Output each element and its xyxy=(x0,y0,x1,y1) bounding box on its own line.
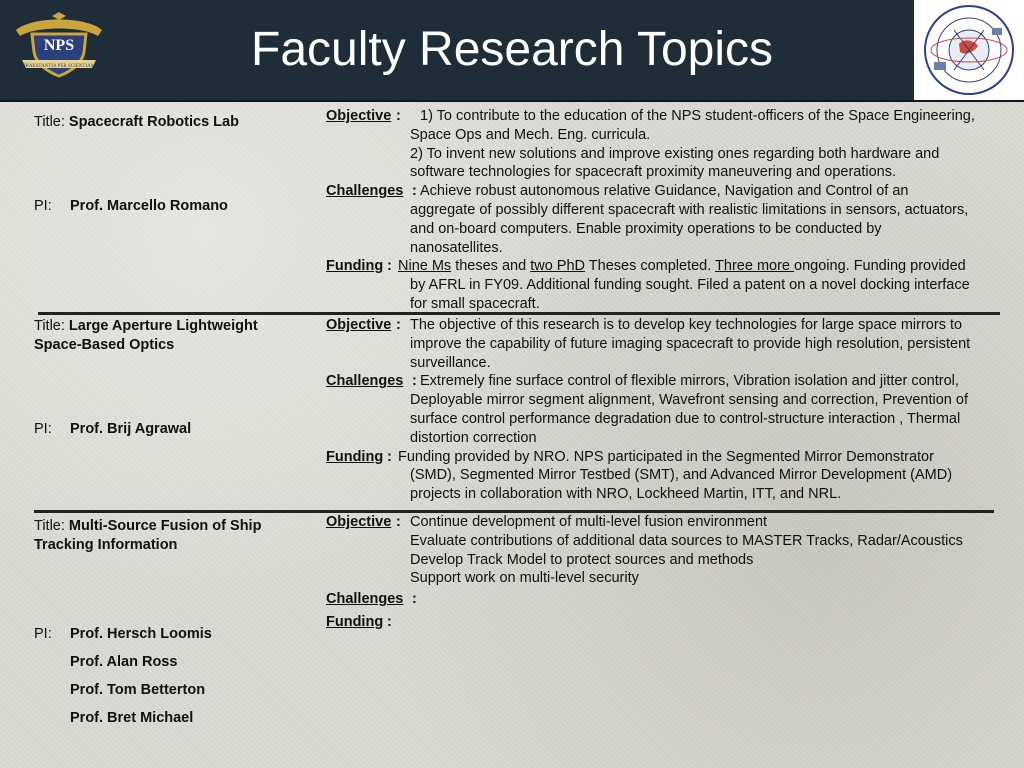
funding-section: Funding : xyxy=(326,613,392,630)
title-label: Title: xyxy=(34,318,65,334)
objective-line: Evaluate contributions of additional data sources to MASTER Tracks, Radar/Acoustics xyxy=(410,532,963,549)
project-2-details xyxy=(326,316,1020,504)
project-1-details xyxy=(326,107,1020,314)
project-title: Space-Based Optics xyxy=(34,337,175,353)
section-divider xyxy=(38,312,1000,315)
challenges-line: surface control performance degradation due to control-structure interaction , Thermal xyxy=(410,410,961,427)
objective-line: The objective of this research is to develop key technologies for large space mirrors to xyxy=(410,317,963,333)
objective-line: Develop Track Model to protect sources and methods xyxy=(410,551,754,568)
objective-section: Objective : Continue development of multi-level fusion environment Evaluate contributions of additional data sources to MASTER Tracks, Radar/Acoustics Develop Track Model to protect sources and methods Support work on multi-level security xyxy=(326,513,1020,588)
funding-line: Nine Ms theses and two PhD Theses completed. Three more ongoing. Funding provided xyxy=(398,258,966,275)
challenges-label: Challenges xyxy=(326,373,404,390)
project-3-details xyxy=(326,513,1020,632)
project-1-title xyxy=(34,113,239,132)
project-title: Large Aperture Lightweight xyxy=(68,318,258,334)
project-3-pi xyxy=(34,620,212,732)
objective-line: 2) To invent new solutions and improve existing ones regarding both hardware and xyxy=(410,145,940,162)
page-title: Faculty Research Topics xyxy=(251,23,773,76)
pi-label: PI: xyxy=(34,198,52,214)
challenges-line: and on-board computers. Enable proximity operations to be conducted by xyxy=(410,220,882,237)
objective-label: Objective xyxy=(326,317,392,333)
project-2-title xyxy=(34,317,258,355)
pi-name: Prof. Bret Michael xyxy=(70,710,194,726)
objective-line: surveillance. xyxy=(410,354,491,371)
challenges-line: Deployable mirror segment alignment, Wavefront sensing and correction, Prevention of xyxy=(410,392,968,409)
funding-line: Funding provided by NRO. NPS participated in the Segmented Mirror Demonstrator xyxy=(398,448,934,465)
challenges-section: Challenges : Achieve robust autonomous relative Guidance, Navigation and Control of an aggregate of possibly different spacecraft with realistic limitations in sensors, actuators, and on-board computers. Enable proximity operations to be conducted by nanosatellites. xyxy=(326,182,1020,257)
objective-section: Objective : The objective of this research is to develop key technologies for large space mirrors to improve the capability of future imaging spacecraft to provide high resolution, persistent surveillance. xyxy=(326,316,1020,372)
funding-line: by AFRL in FY09. Additional funding sought. Filed a patent on a novel docking interface xyxy=(410,277,970,294)
pi-label: PI: xyxy=(34,626,52,642)
funding-line: (SMD), Segmented Mirror Testbed (SMT), and Advanced Mirror Development (AMD) xyxy=(410,467,953,484)
funding-section: Funding : Nine Ms theses and two PhD Theses completed. Three more ongoing. Funding provided by AFRL in FY09. Additional funding sought. Filed a patent on a novel docking interface for small spacecraft. xyxy=(326,257,1020,313)
challenges-label: Challenges xyxy=(326,591,404,608)
objective-section: Objective : 1) To contribute to the education of the NPS student-officers of the Space Engineering, Space Ops and Mech. Eng. curricula. 2) To invent new solutions and improve existing ones regarding both hardware and software technologies for spacecraft proximity maneuvering and operations. xyxy=(326,107,1020,182)
svg-text:NPS: NPS xyxy=(43,37,75,54)
challenges-line: aggregate of possibly different spacecraft with realistic limitations in sensors, actuators, xyxy=(410,201,969,218)
school-seal-logo xyxy=(914,0,1024,100)
funding-label: Funding xyxy=(326,258,384,275)
project-2-pi xyxy=(34,420,191,439)
project-title: Tracking Information xyxy=(34,537,178,553)
funding-line: projects in collaboration with NRO, Lockheed Martin, ITT, and NRL. xyxy=(410,486,842,503)
objective-line: improve the capability of future imaging spacecraft to provide high resolution, persistent xyxy=(410,335,971,352)
objective-line: software technologies for spacecraft proximity maneuvering and operations. xyxy=(410,164,897,181)
project-3-title xyxy=(34,517,261,555)
pi-name: Prof. Tom Betterton xyxy=(70,682,206,698)
pi-name: Prof. Marcello Romano xyxy=(70,198,228,214)
objective-label: Objective xyxy=(326,514,392,530)
header-bar xyxy=(0,0,1024,102)
project-1-pi xyxy=(34,197,228,216)
funding-label: Funding xyxy=(326,448,384,465)
challenges-line: Achieve robust autonomous relative Guidance, Navigation and Control of an xyxy=(420,183,909,200)
challenges-label: Challenges xyxy=(326,183,404,200)
challenges-line: distortion correction xyxy=(410,429,537,446)
objective-label: Objective xyxy=(326,108,392,124)
challenges-line: Extremely fine surface control of flexible mirrors, Vibration isolation and jitter control, xyxy=(420,373,959,390)
objective-line: Space Ops and Mech. Eng. curricula. xyxy=(410,126,651,143)
project-title: Multi-Source Fusion of Ship xyxy=(68,518,262,534)
project-title: Spacecraft Robotics Lab xyxy=(68,114,239,130)
title-label: Title: xyxy=(34,114,65,130)
challenges-section: Challenges : Extremely fine surface control of flexible mirrors, Vibration isolation and jitter control, Deployable mirror segment alignment, Wavefront sensing and correction, Prevention of surface control performance degradation due to control-structure interaction , Thermal distortion correction xyxy=(326,372,1020,447)
challenges-section: Challenges : xyxy=(326,591,417,608)
funding-line: for small spacecraft. xyxy=(410,295,540,312)
objective-line: Continue development of multi-level fusion environment xyxy=(410,514,768,530)
pi-name: Prof. Brij Agrawal xyxy=(70,421,192,437)
title-label: Title: xyxy=(34,518,65,534)
challenges-line: nanosatellites. xyxy=(410,239,503,256)
pi-label: PI: xyxy=(34,421,52,437)
funding-section: Funding : Funding provided by NRO. NPS participated in the Segmented Mirror Demonstrator (SMD), Segmented Mirror Testbed (SMT), and Advanced Mirror Development (AMD) projects in collaboration with NRO, Lockheed Martin, ITT, and NRL. xyxy=(326,448,1020,504)
svg-text:PRAESTANTIA PER SCIENTIAM: PRAESTANTIA PER SCIENTIAM xyxy=(22,64,96,69)
objective-line: 1) To contribute to the education of the NPS student-officers of the Space Engineering, xyxy=(420,108,975,124)
pi-name: Prof. Hersch Loomis xyxy=(70,626,212,642)
pi-name: Prof. Alan Ross xyxy=(70,654,178,670)
objective-line: Support work on multi-level security xyxy=(410,570,639,587)
funding-label: Funding xyxy=(326,613,384,630)
